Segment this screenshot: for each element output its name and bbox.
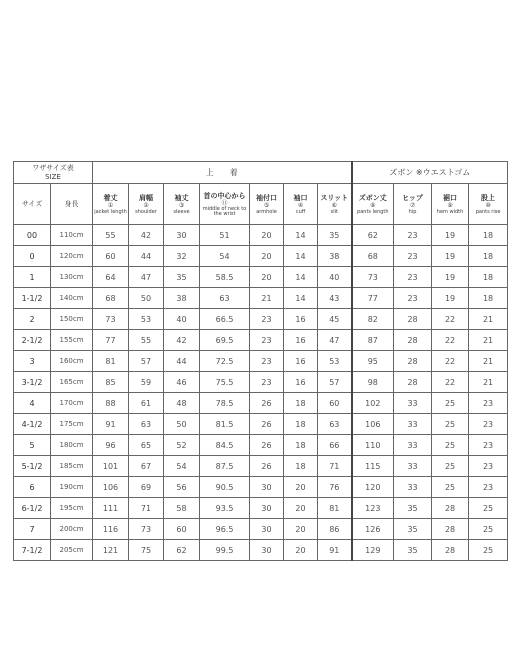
measure-header [164, 184, 200, 225]
height-cell: 180cm [51, 435, 93, 456]
table-row [14, 225, 508, 246]
value-cell: 106 [352, 414, 394, 435]
value-cell: 42 [164, 330, 200, 351]
value-cell: 23 [394, 288, 432, 309]
value-cell: 18 [469, 246, 508, 267]
value-cell: 129 [352, 540, 394, 561]
table-row [14, 351, 508, 372]
value-cell: 38 [318, 246, 352, 267]
value-cell: 28 [432, 498, 469, 519]
value-cell: 123 [352, 498, 394, 519]
measure-header [318, 184, 352, 225]
value-cell: 120 [352, 477, 394, 498]
height-cell: 130cm [51, 267, 93, 288]
value-cell: 21 [469, 309, 508, 330]
height-cell: 170cm [51, 393, 93, 414]
value-cell: 71 [129, 498, 164, 519]
value-cell: 33 [394, 414, 432, 435]
value-cell: 101 [93, 456, 129, 477]
value-cell: 78.5 [200, 393, 250, 414]
table-row [14, 309, 508, 330]
height-column-header: 身長 [51, 184, 93, 225]
value-cell: 33 [394, 393, 432, 414]
value-cell: 72.5 [200, 351, 250, 372]
value-cell: 23 [469, 435, 508, 456]
size-cell: 5 [14, 435, 51, 456]
value-cell: 53 [129, 309, 164, 330]
size-cell: 4 [14, 393, 51, 414]
table-row [14, 519, 508, 540]
value-cell: 21 [469, 330, 508, 351]
measure-number: ⑥ [331, 201, 337, 209]
value-cell: 77 [352, 288, 394, 309]
value-cell: 20 [250, 246, 284, 267]
value-cell: 68 [93, 288, 129, 309]
value-cell: 23 [469, 414, 508, 435]
value-cell: 77 [93, 330, 129, 351]
size-cell: 00 [14, 225, 51, 246]
value-cell: 23 [250, 351, 284, 372]
measure-header [129, 184, 164, 225]
measure-number: ⑦ [409, 201, 416, 209]
value-cell: 25 [432, 414, 469, 435]
value-cell: 85 [93, 372, 129, 393]
value-cell: 23 [250, 330, 284, 351]
value-cell: 23 [469, 477, 508, 498]
value-cell: 30 [164, 225, 200, 246]
value-cell: 68 [352, 246, 394, 267]
value-cell: 22 [432, 309, 469, 330]
value-cell: 25 [432, 456, 469, 477]
value-cell: 63 [200, 288, 250, 309]
value-cell: 28 [432, 519, 469, 540]
size-cell: 7-1/2 [14, 540, 51, 561]
value-cell: 62 [352, 225, 394, 246]
table-row [14, 393, 508, 414]
value-cell: 20 [284, 540, 318, 561]
value-cell: 20 [284, 519, 318, 540]
value-cell: 28 [432, 540, 469, 561]
size-chart-table [13, 161, 508, 561]
value-cell: 69.5 [200, 330, 250, 351]
jacket-group-header: 上 着 [93, 162, 352, 184]
value-cell: 50 [129, 288, 164, 309]
value-cell: 26 [250, 414, 284, 435]
value-cell: 14 [284, 267, 318, 288]
value-cell: 32 [164, 246, 200, 267]
measure-header-row [14, 184, 508, 225]
value-cell: 55 [93, 225, 129, 246]
value-cell: 61 [129, 393, 164, 414]
value-cell: 40 [164, 309, 200, 330]
value-cell: 73 [129, 519, 164, 540]
size-cell: 3 [14, 351, 51, 372]
value-cell: 30 [250, 477, 284, 498]
value-cell: 60 [164, 519, 200, 540]
value-cell: 51 [200, 225, 250, 246]
table-row [14, 330, 508, 351]
value-cell: 18 [284, 456, 318, 477]
value-cell: 65 [129, 435, 164, 456]
value-cell: 96.5 [200, 519, 250, 540]
value-cell: 26 [250, 393, 284, 414]
measure-number: ⑩ [485, 201, 491, 209]
height-cell: 120cm [51, 246, 93, 267]
size-cell: 0 [14, 246, 51, 267]
value-cell: 21 [469, 372, 508, 393]
value-cell: 16 [284, 330, 318, 351]
table-row [14, 435, 508, 456]
measure-name-jp: 肩幅 [139, 193, 154, 202]
value-cell: 35 [164, 267, 200, 288]
value-cell: 18 [284, 414, 318, 435]
value-cell: 42 [129, 225, 164, 246]
table-row [14, 267, 508, 288]
value-cell: 25 [469, 519, 508, 540]
value-cell: 58.5 [200, 267, 250, 288]
value-cell: 96 [93, 435, 129, 456]
value-cell: 58 [164, 498, 200, 519]
value-cell: 56 [164, 477, 200, 498]
value-cell: 54 [164, 456, 200, 477]
size-cell: 5-1/2 [14, 456, 51, 477]
value-cell: 48 [164, 393, 200, 414]
value-cell: 26 [250, 435, 284, 456]
measure-name-en: hem width [436, 208, 464, 215]
value-cell: 25 [469, 540, 508, 561]
height-cell: 200cm [51, 519, 93, 540]
measure-number: ⑪ [221, 199, 228, 207]
value-cell: 18 [469, 267, 508, 288]
value-cell: 73 [352, 267, 394, 288]
value-cell: 19 [432, 267, 469, 288]
value-cell: 86 [318, 519, 352, 540]
value-cell: 57 [318, 372, 352, 393]
measure-name-en: slit [330, 208, 338, 215]
value-cell: 35 [394, 498, 432, 519]
value-cell: 18 [284, 393, 318, 414]
value-cell: 102 [352, 393, 394, 414]
size-cell: 7 [14, 519, 51, 540]
value-cell: 63 [129, 414, 164, 435]
measure-name-en: jacket length [94, 208, 127, 215]
measure-header [394, 184, 432, 225]
value-cell: 20 [250, 225, 284, 246]
size-cell: 6 [14, 477, 51, 498]
height-cell: 175cm [51, 414, 93, 435]
value-cell: 44 [164, 351, 200, 372]
value-cell: 64 [93, 267, 129, 288]
measure-name-jp: 裾口 [443, 193, 458, 202]
value-cell: 90.5 [200, 477, 250, 498]
value-cell: 33 [394, 477, 432, 498]
value-cell: 84.5 [200, 435, 250, 456]
measure-name-jp: スリット [320, 193, 349, 202]
value-cell: 23 [394, 225, 432, 246]
measure-name-en: sleeve [173, 208, 190, 215]
value-cell: 69 [129, 477, 164, 498]
value-cell: 30 [250, 540, 284, 561]
value-cell: 22 [432, 330, 469, 351]
value-cell: 60 [318, 393, 352, 414]
value-cell: 76 [318, 477, 352, 498]
value-cell: 47 [318, 330, 352, 351]
value-cell: 25 [432, 393, 469, 414]
size-cell: 2-1/2 [14, 330, 51, 351]
value-cell: 33 [394, 456, 432, 477]
value-cell: 35 [394, 519, 432, 540]
table-row [14, 246, 508, 267]
measure-number: ⑧ [370, 201, 376, 209]
value-cell: 44 [129, 246, 164, 267]
measure-number: ④ [297, 201, 304, 209]
value-cell: 14 [284, 246, 318, 267]
measure-name-jp: ズボン丈 [358, 193, 387, 202]
measure-name-jp: 首の中心から [203, 191, 246, 200]
value-cell: 20 [284, 477, 318, 498]
measure-name-en: middle of neck to the wrist [202, 205, 247, 217]
value-cell: 66 [318, 435, 352, 456]
value-cell: 53 [318, 351, 352, 372]
value-cell: 121 [93, 540, 129, 561]
measure-name-jp: 袖付口 [256, 193, 278, 202]
measure-name-jp: 袖口 [293, 193, 308, 202]
measure-name-en: hip [408, 208, 417, 215]
table-row [14, 498, 508, 519]
value-cell: 18 [469, 288, 508, 309]
size-cell: 1 [14, 267, 51, 288]
measure-name-jp: 袖丈 [174, 193, 189, 202]
value-cell: 59 [129, 372, 164, 393]
height-cell: 160cm [51, 351, 93, 372]
measure-name-en: pants rise [475, 208, 501, 215]
table-title-jp: ワザサイズ表 [32, 163, 74, 172]
value-cell: 14 [284, 225, 318, 246]
value-cell: 21 [469, 351, 508, 372]
value-cell: 75 [129, 540, 164, 561]
value-cell: 116 [93, 519, 129, 540]
value-cell: 60 [93, 246, 129, 267]
value-cell: 18 [284, 435, 318, 456]
value-cell: 16 [284, 309, 318, 330]
value-cell: 115 [352, 456, 394, 477]
height-cell: 155cm [51, 330, 93, 351]
value-cell: 21 [250, 288, 284, 309]
value-cell: 99.5 [200, 540, 250, 561]
measure-name-en: cuff [295, 208, 306, 215]
size-cell: 6-1/2 [14, 498, 51, 519]
value-cell: 14 [284, 288, 318, 309]
value-cell: 25 [469, 498, 508, 519]
value-cell: 52 [164, 435, 200, 456]
height-cell: 110cm [51, 225, 93, 246]
value-cell: 62 [164, 540, 200, 561]
value-cell: 87 [352, 330, 394, 351]
value-cell: 19 [432, 246, 469, 267]
value-cell: 50 [164, 414, 200, 435]
table-row [14, 477, 508, 498]
height-cell: 205cm [51, 540, 93, 561]
value-cell: 87.5 [200, 456, 250, 477]
value-cell: 16 [284, 351, 318, 372]
value-cell: 18 [469, 225, 508, 246]
value-cell: 91 [93, 414, 129, 435]
value-cell: 25 [432, 477, 469, 498]
height-cell: 195cm [51, 498, 93, 519]
value-cell: 30 [250, 498, 284, 519]
value-cell: 30 [250, 519, 284, 540]
measure-number: ① [107, 201, 114, 209]
value-cell: 63 [318, 414, 352, 435]
value-cell: 23 [394, 267, 432, 288]
table-row [14, 288, 508, 309]
measure-header [469, 184, 508, 225]
value-cell: 45 [318, 309, 352, 330]
size-cell: 2 [14, 309, 51, 330]
measure-name-en: shoulder [135, 208, 157, 215]
measure-name-en: pants length [357, 208, 389, 215]
table-row [14, 372, 508, 393]
measure-number: ③ [178, 201, 185, 209]
value-cell: 95 [352, 351, 394, 372]
measure-name-jp: ヒップ [402, 193, 423, 202]
height-cell: 140cm [51, 288, 93, 309]
value-cell: 35 [318, 225, 352, 246]
value-cell: 47 [129, 267, 164, 288]
measure-number: ② [143, 201, 149, 209]
table-title-cell [14, 162, 93, 184]
height-cell: 185cm [51, 456, 93, 477]
value-cell: 93.5 [200, 498, 250, 519]
value-cell: 75.5 [200, 372, 250, 393]
measure-header [200, 184, 250, 225]
value-cell: 22 [432, 351, 469, 372]
value-cell: 82 [352, 309, 394, 330]
measure-header [250, 184, 284, 225]
measure-header [284, 184, 318, 225]
size-cell: 1-1/2 [14, 288, 51, 309]
value-cell: 23 [469, 456, 508, 477]
value-cell: 73 [93, 309, 129, 330]
height-cell: 190cm [51, 477, 93, 498]
value-cell: 19 [432, 225, 469, 246]
measure-number: ⑤ [263, 201, 270, 209]
table-row [14, 414, 508, 435]
value-cell: 23 [250, 372, 284, 393]
value-cell: 25 [432, 435, 469, 456]
value-cell: 54 [200, 246, 250, 267]
value-cell: 126 [352, 519, 394, 540]
value-cell: 81.5 [200, 414, 250, 435]
size-cell: 4-1/2 [14, 414, 51, 435]
value-cell: 20 [250, 267, 284, 288]
measure-name-jp: 股上 [481, 193, 496, 202]
height-cell: 150cm [51, 309, 93, 330]
measure-number: ⑨ [447, 201, 453, 209]
table-row [14, 540, 508, 561]
value-cell: 23 [250, 309, 284, 330]
value-cell: 28 [394, 372, 432, 393]
value-cell: 40 [318, 267, 352, 288]
value-cell: 81 [93, 351, 129, 372]
size-column-header: サイズ [14, 184, 51, 225]
value-cell: 106 [93, 477, 129, 498]
value-cell: 67 [129, 456, 164, 477]
value-cell: 38 [164, 288, 200, 309]
value-cell: 71 [318, 456, 352, 477]
value-cell: 110 [352, 435, 394, 456]
value-cell: 28 [394, 309, 432, 330]
value-cell: 111 [93, 498, 129, 519]
value-cell: 91 [318, 540, 352, 561]
value-cell: 55 [129, 330, 164, 351]
measure-header [352, 184, 394, 225]
pants-group-header: ズボン ※ウエストゴム [352, 162, 508, 184]
value-cell: 66.5 [200, 309, 250, 330]
measure-name-jp: 着丈 [103, 193, 118, 202]
value-cell: 22 [432, 372, 469, 393]
value-cell: 23 [469, 393, 508, 414]
measure-name-en: armhole [256, 208, 277, 215]
value-cell: 33 [394, 435, 432, 456]
value-cell: 43 [318, 288, 352, 309]
value-cell: 46 [164, 372, 200, 393]
value-cell: 98 [352, 372, 394, 393]
group-header-row [14, 162, 508, 184]
value-cell: 81 [318, 498, 352, 519]
value-cell: 57 [129, 351, 164, 372]
size-cell: 3-1/2 [14, 372, 51, 393]
measure-header [432, 184, 469, 225]
value-cell: 26 [250, 456, 284, 477]
value-cell: 28 [394, 330, 432, 351]
table-row [14, 456, 508, 477]
value-cell: 88 [93, 393, 129, 414]
height-cell: 165cm [51, 372, 93, 393]
value-cell: 16 [284, 372, 318, 393]
value-cell: 19 [432, 288, 469, 309]
value-cell: 23 [394, 246, 432, 267]
value-cell: 28 [394, 351, 432, 372]
value-cell: 20 [284, 498, 318, 519]
value-cell: 35 [394, 540, 432, 561]
table-title-en: SIZE [45, 172, 61, 181]
measure-header [93, 184, 129, 225]
